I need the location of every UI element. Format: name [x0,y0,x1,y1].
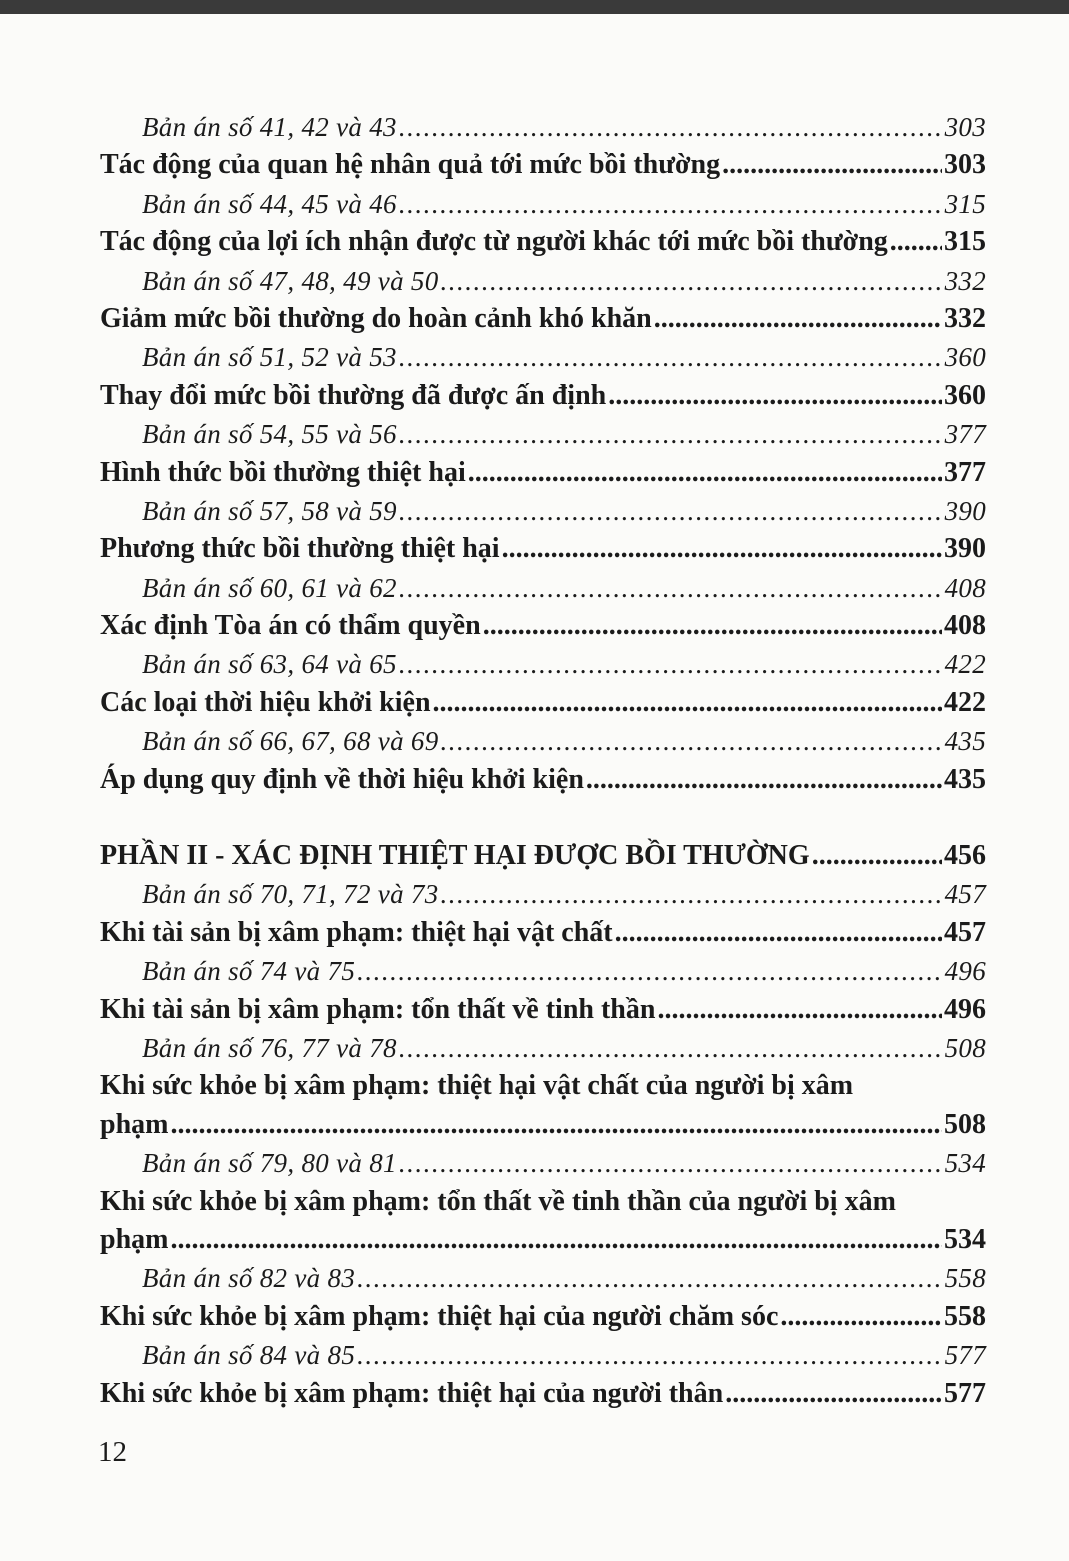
toc-entry-page: 315 [944,188,986,219]
toc-entry-title: Khi sức khỏe bị xâm phạm: thiệt hại của người chăm sóc [100,1300,779,1332]
toc-entry [100,761,986,799]
toc-entry-page: 390 [944,533,986,565]
toc-entry [100,914,986,952]
toc-entry-title-continued: phạm [100,1108,169,1140]
toc-subentry [100,645,986,683]
dot-leader [441,722,943,760]
toc-subentry [100,952,986,990]
toc-entry-title: Xác định Tòa án có thẩm quyền [100,610,481,642]
toc-entry-title: Bản án số 57, 58 và 59 [142,495,397,526]
toc-entry-title: Khi sức khỏe bị xâm phạm: thiệt hại vật chất của người bị xâm [100,1070,854,1102]
toc-entry-title: Khi tài sản bị xâm phạm: tổn thất về tinh thần [100,993,656,1025]
toc-subentry [100,1259,986,1297]
toc-entry [100,1183,986,1260]
toc-entry-title: Khi sức khỏe bị xâm phạm: thiệt hại của người thân [100,1377,724,1409]
toc-entry-title-continued: phạm [100,1223,169,1255]
toc-entry-page: 435 [944,763,986,795]
toc-entry [100,530,986,568]
toc-entry-title: Áp dụng quy định về thời hiệu khởi kiện [100,763,584,795]
toc-entry-page: 457 [944,879,986,910]
dot-leader [399,108,943,146]
toc-subentry [100,1336,986,1374]
toc-entry-page: 534 [944,1223,986,1255]
dot-leader [170,1106,942,1144]
toc-entry-title: PHẦN II - XÁC ĐỊNH THIỆT HẠI ĐƯỢC BỒI THƯỜNG [100,840,810,872]
toc-subentry [100,415,986,453]
toc-entry-title: Bản án số 44, 45 và 46 [142,188,397,219]
toc-entry-page: 422 [944,686,986,718]
toc-entry-title: Hình thức bồi thường thiệt hại [100,456,466,488]
toc-entry [100,1298,986,1336]
toc-entry-page: 508 [944,1108,986,1140]
dot-leader [357,1259,942,1297]
toc-entry-page: 377 [944,419,986,450]
dot-leader [399,569,943,607]
toc-entry-title: Giảm mức bồi thường do hoàn cảnh khó khăn [100,302,652,334]
toc-entry-title: Bản án số 82 và 83 [142,1263,356,1294]
dot-leader [399,185,943,223]
dot-leader [586,761,942,799]
toc-entry-title: Bản án số 63, 64 và 65 [142,649,397,680]
toc-entry-title: Bản án số 47, 48, 49 và 50 [142,265,439,296]
toc-entry-page: 577 [944,1377,986,1409]
dot-leader [357,952,942,990]
toc-entry [100,607,986,645]
dot-leader [483,607,942,645]
toc-entry-page: 534 [944,1148,986,1179]
toc-entry-title: Bản án số 66, 67, 68 và 69 [142,726,439,757]
dot-leader [722,146,942,184]
toc-entry-page: 508 [944,1032,986,1063]
dot-leader [399,1029,943,1067]
dot-leader [468,454,942,492]
toc-entry-title: Bản án số 76, 77 và 78 [142,1032,397,1063]
toc-entry-title: Khi tài sản bị xâm phạm: thiệt hại vật chất [100,916,613,948]
dot-leader [812,837,942,875]
dot-leader [502,530,942,568]
toc-section-heading [100,837,986,875]
toc-entry-title: Bản án số 74 và 75 [142,956,356,987]
toc-entry [100,454,986,492]
toc-subentry [100,875,986,913]
dot-leader [441,875,943,913]
toc-subentry [100,1029,986,1067]
dot-leader [654,300,942,338]
toc-entry-page: 332 [944,265,986,296]
toc-entry-page: 360 [944,342,986,373]
toc-subentry [100,338,986,376]
toc-entry-page: 332 [944,302,986,334]
toc-entry [100,300,986,338]
toc-entry-title: Khi sức khỏe bị xâm phạm: tổn thất về tinh thần của người bị xâm [100,1185,896,1217]
dot-leader [399,415,943,453]
toc-entry-page: 496 [944,956,986,987]
page-number: 12 [98,1436,127,1468]
toc-entry-page: 435 [944,726,986,757]
toc-entry-title: Các loại thời hiệu khởi kiện [100,686,431,718]
toc-entry-page: 422 [944,649,986,680]
dot-leader [433,684,942,722]
toc-entry [100,146,986,184]
toc-subentry [100,722,986,760]
toc-subentry [100,185,986,223]
toc-entry-title: Bản án số 41, 42 và 43 [142,112,397,142]
toc-entry-page: 577 [944,1340,986,1371]
dot-leader [399,645,943,683]
toc-subentry [100,569,986,607]
toc-entry-page: 315 [944,226,986,258]
toc-entry [100,684,986,722]
toc-entry [100,377,986,415]
toc-entry-title: Tác động của quan hệ nhân quả tới mức bồi thường [100,149,721,181]
top-edge-rule [0,0,1069,14]
dot-leader [890,223,942,261]
dot-leader [725,1375,942,1413]
dot-leader [657,991,942,1029]
dot-leader [357,1336,942,1374]
toc-entry-page: 303 [944,112,986,142]
toc-entry-page: 408 [944,572,986,603]
toc-entry-page: 456 [944,840,986,872]
dot-leader [441,262,943,300]
dot-leader [399,1144,943,1182]
toc-entry-page: 377 [944,456,986,488]
toc-entry-title: Bản án số 70, 71, 72 và 73 [142,879,439,910]
toc-entry-title: Bản án số 84 và 85 [142,1340,356,1371]
toc-subentry [100,108,986,146]
toc-entry-title: Bản án số 60, 61 và 62 [142,572,397,603]
toc-entry-page: 457 [944,916,986,948]
dot-leader [780,1298,942,1336]
dot-leader [399,338,943,376]
toc-entry-page: 360 [944,379,986,411]
toc-entry-title: Phương thức bồi thường thiệt hại [100,533,500,565]
toc-entry-page: 390 [944,495,986,526]
toc-entry-title: Bản án số 79, 80 và 81 [142,1148,397,1179]
toc-entry-page: 408 [944,610,986,642]
toc-entry [100,1375,986,1413]
toc-entry-title: Thay đổi mức bồi thường đã được ấn định [100,379,607,411]
toc-subentry [100,1144,986,1182]
dot-leader [399,492,943,530]
toc-entry-page: 496 [944,993,986,1025]
toc-entry [100,991,986,1029]
toc-subentry [100,262,986,300]
dot-leader [170,1221,942,1259]
toc-entry-page: 303 [944,149,986,181]
toc-entry-page: 558 [944,1263,986,1294]
dot-leader [615,914,942,952]
toc-entry-title: Bản án số 54, 55 và 56 [142,419,397,450]
table-of-contents [100,108,986,1413]
toc-entry [100,1067,986,1144]
toc-entry-page: 558 [944,1300,986,1332]
toc-entry-title: Tác động của lợi ích nhận được từ người khác tới mức bồi thường [100,226,888,258]
dot-leader [608,377,942,415]
toc-entry-title: Bản án số 51, 52 và 53 [142,342,397,373]
toc-subentry [100,492,986,530]
toc-entry [100,223,986,261]
